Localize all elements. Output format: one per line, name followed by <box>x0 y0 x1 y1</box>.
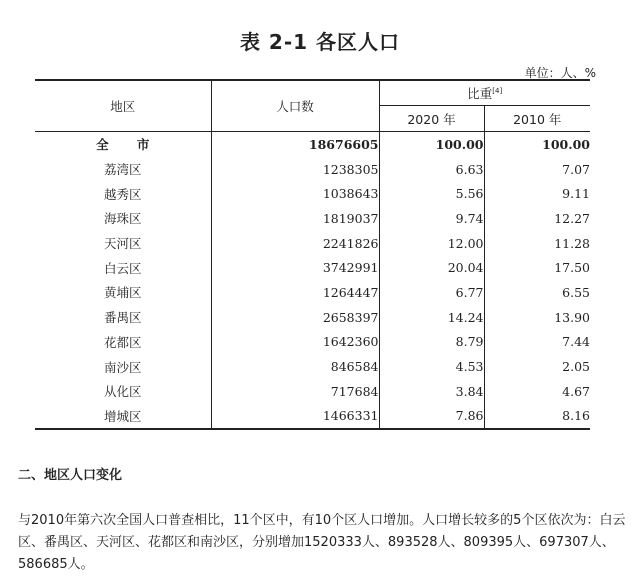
share-2010-cell: 9.11 <box>562 186 590 202</box>
table-row <box>35 132 590 157</box>
share-2010-cell: 8.16 <box>484 404 590 430</box>
body-paragraph: 与2010年第六次全国人口普查相比，11个区中，有10个区人口增加。人口增长较多的5个区依次为：白云区、番禺区、天河区、花都区和南沙区，分别增加1520333人、893528人、809395人、697307人、586685人。 <box>18 513 626 572</box>
table-row <box>35 330 590 355</box>
share-2010-cell: 100.00 <box>542 136 590 152</box>
share-2020-cell: 7.86 <box>379 404 484 430</box>
header-year-2020: 2020 年 <box>379 106 484 132</box>
region-cell: 花都区 <box>35 330 211 355</box>
population-cell: 1038643 <box>211 181 379 206</box>
population-cell: 1819037 <box>211 206 379 231</box>
region-cell: 从化区 <box>35 379 211 404</box>
population-cell: 2241826 <box>211 231 379 256</box>
share-2020-cell: 4.53 <box>379 354 484 379</box>
footnote-ref: [4] <box>492 86 503 95</box>
region-cell: 增城区 <box>35 404 211 430</box>
population-cell: 1238305 <box>211 157 379 182</box>
region-cell: 全 市 <box>35 132 211 157</box>
population-cell: 1642360 <box>211 330 379 355</box>
share-2010-cell: 13.90 <box>554 309 590 325</box>
table-row <box>35 255 590 280</box>
share-2020-cell: 9.74 <box>379 206 484 231</box>
share-2020-cell: 12.00 <box>379 231 484 256</box>
region-cell: 天河区 <box>35 231 211 256</box>
region-cell: 荔湾区 <box>35 157 211 182</box>
share-2020-cell: 100.00 <box>379 132 484 157</box>
share-2010-cell: 2.05 <box>562 359 590 375</box>
population-cell: 2658397 <box>211 305 379 330</box>
share-2010-cell: 11.28 <box>554 235 590 251</box>
population-cell: 1264447 <box>211 280 379 305</box>
share-2010-cell: 12.27 <box>554 210 590 226</box>
region-cell: 越秀区 <box>35 181 211 206</box>
table-row <box>35 206 590 231</box>
share-2010-cell: 7.07 <box>562 161 590 177</box>
share-2020-cell: 3.84 <box>379 379 484 404</box>
share-2010-cell: 7.44 <box>562 334 590 350</box>
population-cell: 1466331 <box>211 404 379 430</box>
region-cell: 番禺区 <box>35 305 211 330</box>
region-cell: 海珠区 <box>35 206 211 231</box>
population-cell: 3742991 <box>211 255 379 280</box>
share-2020-cell: 5.56 <box>379 181 484 206</box>
region-cell: 白云区 <box>35 255 211 280</box>
population-cell: 18676605 <box>211 132 379 157</box>
share-2010-cell: 4.67 <box>562 383 590 399</box>
share-2020-cell: 8.79 <box>379 330 484 355</box>
table-row <box>35 354 590 379</box>
unit-label: 单位：人、% <box>524 66 596 80</box>
share-2020-cell: 14.24 <box>379 305 484 330</box>
header-share <box>379 80 590 106</box>
share-2010-cell: 17.50 <box>554 260 590 276</box>
header-year-2010: 2010 年 <box>484 106 590 132</box>
population-cell: 846584 <box>211 354 379 379</box>
region-cell: 黄埔区 <box>35 280 211 305</box>
table-row <box>35 280 590 305</box>
table-row <box>35 404 590 430</box>
table-row <box>35 305 590 330</box>
share-2020-cell: 6.77 <box>379 280 484 305</box>
share-2020-cell: 20.04 <box>379 255 484 280</box>
header-region: 地区 <box>35 80 211 132</box>
population-cell: 717684 <box>211 379 379 404</box>
header-population: 人口数 <box>211 80 379 132</box>
table-row <box>35 379 590 404</box>
region-cell: 南沙区 <box>35 354 211 379</box>
population-table <box>35 79 590 430</box>
table-title: 表 2-1 各区人口 <box>239 30 401 54</box>
share-2020-cell: 6.63 <box>379 157 484 182</box>
share-2010-cell: 6.55 <box>562 284 590 300</box>
table-row <box>35 231 590 256</box>
section-heading: 二、地区人口变化 <box>18 468 123 483</box>
header-share-label: 比重 <box>467 86 493 101</box>
table-row <box>35 181 590 206</box>
table-row <box>35 157 590 182</box>
